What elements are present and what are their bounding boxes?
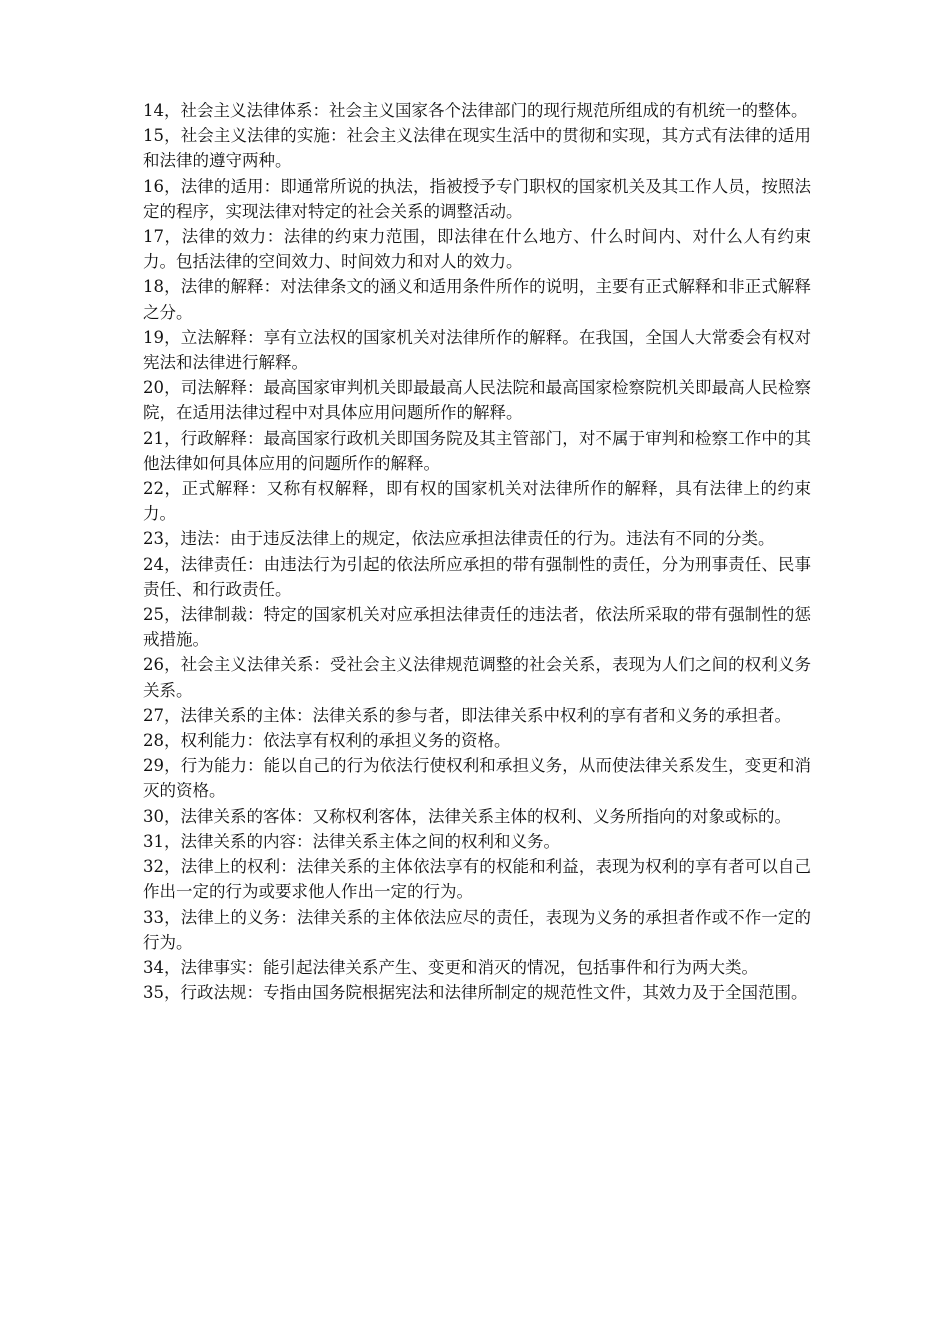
entry-number: 26， xyxy=(143,655,181,675)
entry-term: 行政法规 xyxy=(180,983,247,1003)
entry-separator: ： xyxy=(280,907,297,927)
definition-entry xyxy=(143,274,811,324)
entry-term: 行为能力 xyxy=(180,756,248,776)
entry-separator: ： xyxy=(213,529,230,549)
entry-separator: ： xyxy=(247,605,264,625)
entry-definition: 法律关系的主体依法应尽的责任，表现为义务的承担者作或不作一定的行为。 xyxy=(143,907,812,952)
entry-number: 24， xyxy=(143,554,181,574)
entry-separator: ： xyxy=(246,957,263,977)
entry-definition: 由违法行为引起的依法所应承担的带有强制性的责任，分为刑事责任、民事责任、和行政责任。 xyxy=(143,554,812,599)
entry-number: 32， xyxy=(143,857,181,877)
entry-definition: 对法律条文的涵义和适用条件所作的说明，主要有正式解释和非正式解释之分。 xyxy=(143,277,812,322)
entry-number: 23， xyxy=(143,529,181,549)
entry-definition: 受社会主义法律规范调整的社会关系，表现为人们之间的权利义务关系。 xyxy=(143,655,812,700)
entry-definition: 由于违反法律上的规定，依法应承担法律责任的行为。违法有不同的分类。 xyxy=(230,529,775,549)
definition-entry xyxy=(143,526,811,551)
entry-separator: ： xyxy=(266,227,284,247)
definition-entry xyxy=(143,804,811,829)
entry-number: 15， xyxy=(143,126,181,146)
entry-separator: ： xyxy=(312,101,329,120)
entry-number: 21， xyxy=(143,428,181,448)
definition-entry xyxy=(143,753,811,803)
entry-term: 权利能力 xyxy=(180,731,247,751)
entry-number: 34， xyxy=(143,957,181,977)
entry-separator: ： xyxy=(247,554,264,574)
entry-number: 27， xyxy=(143,705,181,725)
entry-term: 法律上的权利 xyxy=(180,857,281,877)
entry-term: 司法解释 xyxy=(180,378,248,398)
definition-entry xyxy=(143,980,811,1005)
entry-term: 法律的解释 xyxy=(180,277,264,297)
definition-entry xyxy=(143,325,811,375)
entry-definition: 即通常所说的执法，指被授予专门职权的国家机关及其工作人员，按照法定的程序，实现法律对特定的社会关系的调整活动。 xyxy=(143,176,812,221)
entry-number: 35， xyxy=(143,983,181,1003)
entry-separator: ： xyxy=(296,705,313,725)
definition-entry xyxy=(143,602,811,652)
definition-entry xyxy=(143,224,811,274)
entry-definition: 最高国家行政机关即国务院及其主管部门，对不属于审判和检察工作中的其他法律如何具体应用的问题所作的解释。 xyxy=(143,428,812,473)
entry-number: 30， xyxy=(143,806,181,826)
entry-number: 20， xyxy=(143,378,181,398)
entry-term: 法律关系的客体 xyxy=(180,806,296,826)
entry-separator: ： xyxy=(263,277,281,297)
entry-term: 违法 xyxy=(180,529,214,549)
entry-term: 社会主义法律的实施 xyxy=(180,126,330,146)
entry-separator: ： xyxy=(330,126,347,146)
definition-entry xyxy=(143,174,811,224)
definition-entry xyxy=(143,955,811,980)
entry-separator: ： xyxy=(249,479,267,499)
definition-entry xyxy=(143,552,811,602)
entry-separator: ： xyxy=(247,378,264,398)
entry-separator: ： xyxy=(280,857,297,877)
entry-definition: 法律关系的主体依法享有的权能和利益，表现为权利的享有者可以自己作出一定的行为或要求他人作出一定的行为。 xyxy=(143,857,812,902)
entry-term: 正式解释 xyxy=(181,479,250,499)
entry-separator: ： xyxy=(296,831,313,851)
entry-definition: 又称权利客体，法律关系主体的权利、义务所指向的对象或标的。 xyxy=(312,806,791,826)
definition-entry xyxy=(143,703,811,728)
entry-definition: 社会主义国家各个法律部门的现行规范所组成的有机统一的整体。 xyxy=(329,101,808,120)
entry-separator: ： xyxy=(313,655,330,675)
definition-entry xyxy=(143,652,811,702)
entry-separator: ： xyxy=(247,327,264,347)
entry-term: 法律上的义务 xyxy=(180,907,281,927)
entry-number: 22， xyxy=(143,479,182,499)
entry-term: 立法解释 xyxy=(180,327,248,347)
entry-term: 行政解释 xyxy=(180,428,248,448)
entry-number: 16， xyxy=(143,176,181,196)
entry-definition: 法律关系的参与者，即法律关系中权利的享有者和义务的承担者。 xyxy=(312,705,791,725)
entry-term: 社会主义法律关系 xyxy=(180,655,314,675)
entry-definition: 享有立法权的国家机关对法律所作的解释。在我国，全国人大常委会有权对宪法和法律进行解释。 xyxy=(143,327,812,373)
document-body xyxy=(143,98,811,1005)
definition-entry xyxy=(143,426,811,476)
entry-definition: 社会主义法律在现实生活中的贯彻和实现，其方式有法律的适用和法律的遵守两种。 xyxy=(143,126,812,171)
entry-number: 31， xyxy=(143,831,181,851)
entry-separator: ： xyxy=(263,176,281,196)
entry-term: 法律事实 xyxy=(180,957,247,977)
entry-number: 28， xyxy=(143,731,181,751)
entry-term: 法律的适用 xyxy=(180,176,264,196)
entry-definition: 依法享有权利的承担义务的资格。 xyxy=(263,731,511,751)
entry-number: 19， xyxy=(143,327,181,347)
entry-number: 17， xyxy=(143,227,182,247)
definition-entry xyxy=(143,905,811,955)
definition-entry xyxy=(143,123,811,173)
entry-definition: 专指由国务院根据宪法和法律所制定的规范性文件，其效力及于全国范围。 xyxy=(263,983,808,1003)
entry-term: 社会主义法律体系 xyxy=(180,101,313,120)
entry-definition: 特定的国家机关对应承担法律责任的违法者，依法所采取的带有强制性的惩戒措施。 xyxy=(143,605,812,650)
entry-term: 法律责任 xyxy=(180,554,248,574)
definition-entry xyxy=(143,728,811,753)
entry-separator: ： xyxy=(296,806,313,826)
entry-separator: ： xyxy=(247,756,264,776)
entry-number: 14， xyxy=(143,101,181,120)
entry-definition: 法律关系主体之间的权利和义务。 xyxy=(312,831,560,851)
definition-entry xyxy=(143,854,811,904)
entry-number: 29， xyxy=(143,756,181,776)
entry-definition: 法律的约束力范围，即法律在什么地方、什么时间内、对什么人有约束力。包括法律的空间效力、时间效力和对人的效力。 xyxy=(143,227,812,272)
entry-term: 法律制裁 xyxy=(180,605,248,625)
definition-entry xyxy=(143,829,811,854)
entry-term: 法律的效力 xyxy=(181,227,267,247)
entry-separator: ： xyxy=(246,983,263,1003)
entry-number: 25， xyxy=(143,605,181,625)
entry-definition: 能引起法律关系产生、变更和消灭的情况，包括事件和行为两大类。 xyxy=(263,957,758,977)
entry-definition: 又称有权解释，即有权的国家机关对法律所作的解释，具有法律上的约束力。 xyxy=(143,479,812,524)
entry-separator: ： xyxy=(246,731,263,751)
entry-separator: ： xyxy=(247,428,264,448)
entry-term: 法律关系的内容 xyxy=(180,831,296,851)
entry-definition: 最高国家审判机关即最最高人民法院和最高国家检察院机关即最高人民检察院，在适用法律过程中对具体应用问题所作的解释。 xyxy=(143,378,812,423)
definition-entry xyxy=(143,375,811,425)
definition-entry xyxy=(143,98,811,123)
entry-definition: 能以自己的行为依法行使权利和承担义务，从而使法律关系发生，变更和消灭的资格。 xyxy=(143,756,812,801)
entry-number: 33， xyxy=(143,907,181,927)
entry-term: 法律关系的主体 xyxy=(180,705,296,725)
entry-number: 18， xyxy=(143,277,181,297)
definition-entry xyxy=(143,476,811,526)
